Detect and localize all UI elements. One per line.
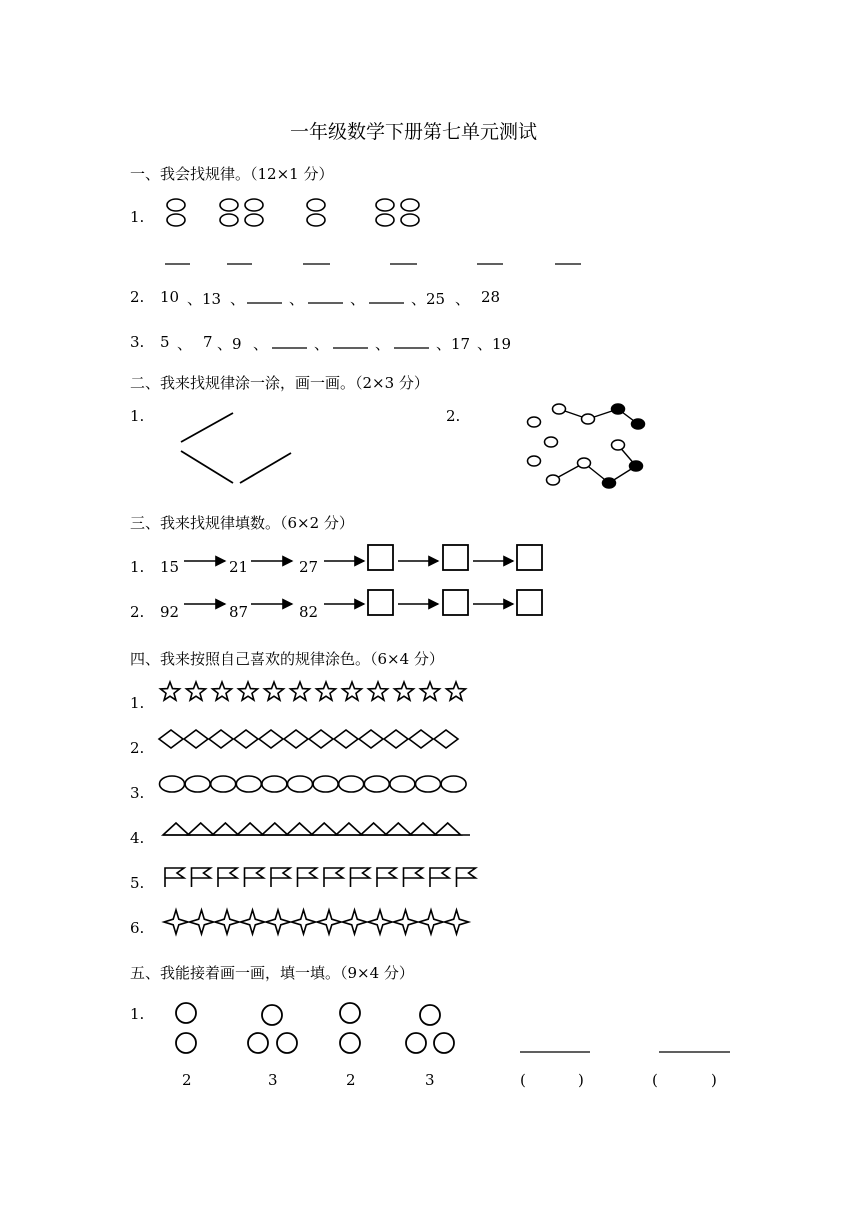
s5-count: 3 [425,1071,435,1089]
s1-q3-item: 、 [253,335,269,353]
s5-count: 2 [346,1071,356,1089]
s3-q2-value: 82 [299,603,319,621]
s1-q3-item: 、 [375,335,391,353]
s1-q3-item: 、 [314,335,330,353]
s3-q1-value: 15 [160,558,180,576]
s5-count: 2 [182,1071,192,1089]
s1-q2-item: 28 [481,288,501,306]
s4-row-label: 2. [130,739,145,757]
s3-q2-value: 92 [160,603,180,621]
s5-count: 3 [268,1071,278,1089]
s1-q2-item: 、13 [187,290,222,308]
s5-paren-left: ( [520,1071,526,1089]
s1-q2-item: 10 [160,288,180,306]
s1-q3-item: 5 [160,333,170,351]
s1-q3-label: 3. [130,333,145,351]
s4-row-label: 4. [130,829,145,847]
s5-paren-right: ) [578,1071,584,1089]
s3-q2-label: 2. [130,603,145,621]
s1-q3-item: 、19 [477,335,512,353]
section-4-heading: 四、我来按照自己喜欢的规律涂色。（6×4 分） [130,650,444,668]
s1-q2-item: 、 [350,290,366,308]
s5-paren-left: ( [652,1071,658,1089]
s1-q2-item: 、25 [411,290,446,308]
s3-q1-value: 27 [299,558,319,576]
s3-q1-value: 21 [229,558,249,576]
s1-q2-item: 、 [289,290,305,308]
s1-q3-item: 、9 [217,335,242,353]
page-title: 一年级数学下册第七单元测试 [290,121,538,143]
s1-q3-item: 、 [177,335,193,353]
s1-q2-item: 、 [455,290,471,308]
s1-q3-item: 、17 [436,335,471,353]
s1-q3-item: 7 [203,333,213,351]
section-2-heading: 二、我来找规律涂一涂，画一画。（2×3 分） [130,374,429,392]
s3-q1-label: 1. [130,558,145,576]
s5-paren-right: ) [711,1071,717,1089]
section-5-heading: 五、我能接着画一画，填一填。（9×4 分） [130,964,414,982]
s2-q2-label: 2. [446,407,461,425]
s2-q1-label: 1. [130,407,145,425]
s4-row-label: 6. [130,919,145,937]
section-1-heading: 一、我会找规律。（12×1 分） [130,165,334,183]
s4-row-label: 5. [130,874,145,892]
s1-q2-item: 、 [230,290,246,308]
s1-q2-label: 2. [130,288,145,306]
section-3-heading: 三、我来找规律填数。（6×2 分） [130,514,354,532]
s4-row-label: 1. [130,694,145,712]
s5-q1-label: 1. [130,1005,145,1023]
s1-q1-label: 1. [130,208,145,226]
s4-row-label: 3. [130,784,145,802]
s3-q2-value: 87 [229,603,249,621]
